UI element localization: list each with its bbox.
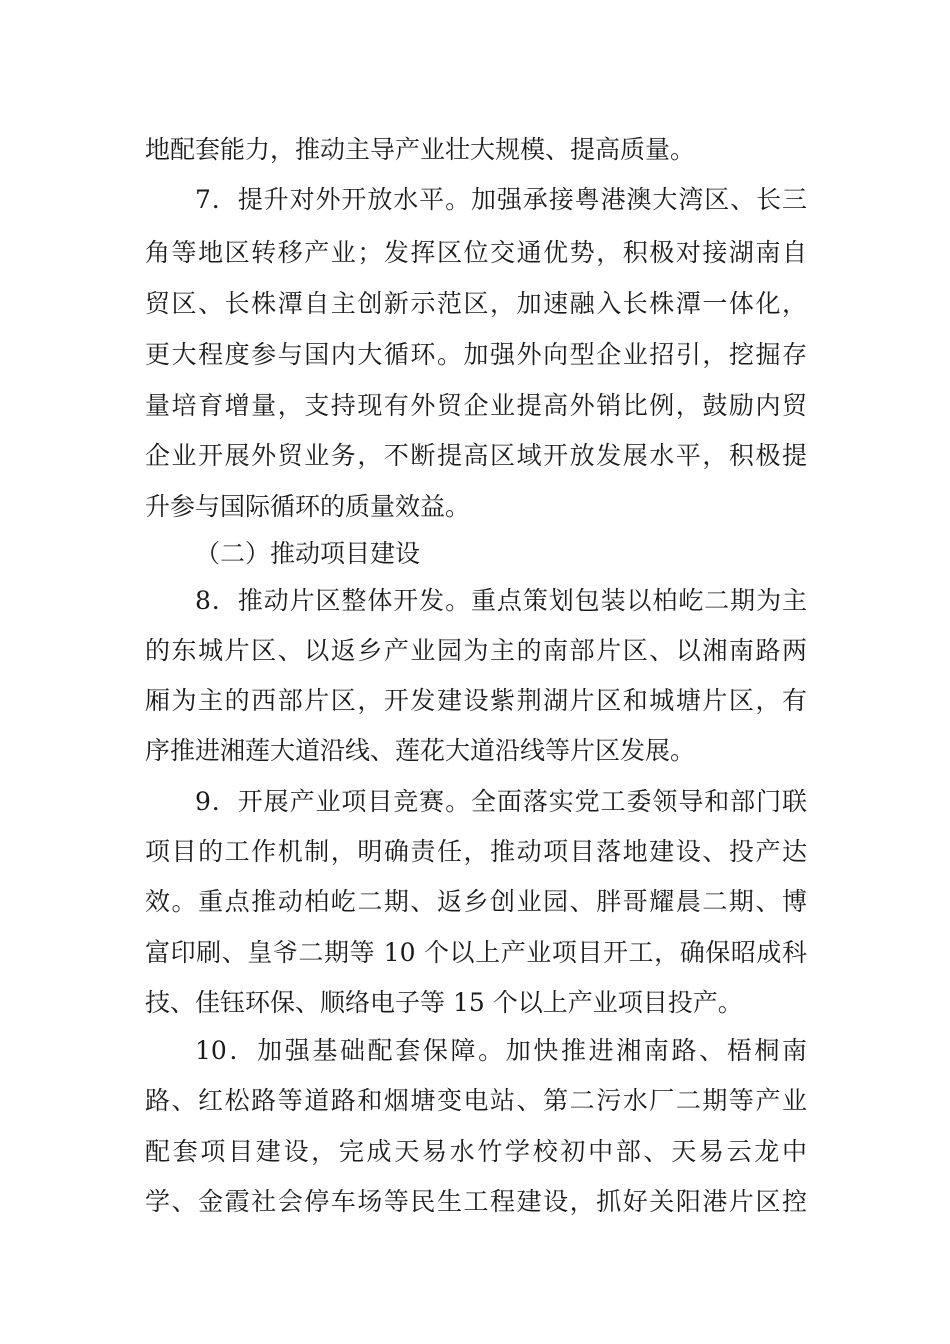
text-line: 富印刷、皇爷二期等 10 个以上产业项目开工，确保昭成科 [145, 938, 807, 967]
text-line: 项目的工作机制，明确责任，推动项目落地建设、投产达 [145, 837, 807, 866]
text-line: 量培育增量，支持现有外贸企业提高外销比例，鼓励内贸 [145, 391, 807, 420]
text-line: 更大程度参与国内大循环。加强外向型企业招引，挖掘存 [145, 340, 807, 369]
text-line: 序推进湘莲大道沿线、莲花大道沿线等片区发展。 [145, 736, 696, 765]
text-line: 学、金霞社会停车场等民生工程建设，抓好关阳港片区控 [145, 1187, 807, 1216]
section-heading: （二）推动项目建设 [195, 539, 421, 568]
text-line: 效。重点推动柏屹二期、返乡创业园、胖哥耀晨二期、博 [145, 887, 807, 916]
text-line: 企业开展外贸业务，不断提高区域开放发展水平，积极提 [145, 441, 807, 470]
text-line: 贸区、长株潭自主创新示范区，加速融入长株潭一体化， [145, 289, 807, 318]
text-line: 的东城片区、以返乡产业园为主的南部片区、以湘南路两 [145, 636, 807, 665]
text-line: 角等地区转移产业；发挥区位交通优势，积极对接湖南自 [145, 238, 807, 267]
text-line: 10．加强基础配套保障。加快推进湘南路、梧桐南 [195, 1036, 807, 1065]
text-line: 路、红松路等道路和烟塘变电站、第二污水厂二期等产业 [145, 1086, 807, 1115]
text-line: 技、佳钰环保、顺络电子等 15 个以上产业项目投产。 [145, 988, 743, 1017]
text-line: 7．提升对外开放水平。加强承接粤港澳大湾区、长三 [195, 185, 807, 214]
text-line: 8．推动片区整体开发。重点策划包装以柏屹二期为主 [195, 586, 807, 615]
text-line: 升参与国际循环的质量效益。 [145, 492, 471, 521]
text-line: 厢为主的西部片区，开发建设紫荆湖片区和城塘片区，有 [145, 686, 807, 715]
text-line: 地配套能力，推动主导产业壮大规模、提高质量。 [145, 135, 696, 164]
text-line: 配套项目建设，完成天易水竹学校初中部、天易云龙中 [145, 1137, 807, 1166]
text-line: 9．开展产业项目竞赛。全面落实党工委领导和部门联 [195, 787, 807, 816]
